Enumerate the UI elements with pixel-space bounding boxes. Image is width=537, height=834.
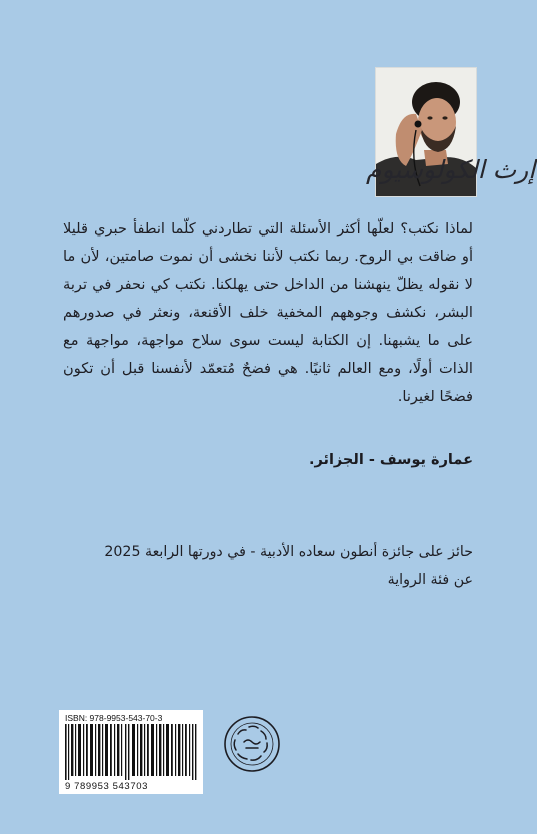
isbn-label: ISBN: 978-9953-543-70-3 — [65, 713, 163, 723]
award-line: حائز على جائزة أنطون سعاده الأدبية - في دورتها الرابعة 2025 — [104, 544, 473, 560]
barcode-digits: 9 789953 543703 — [65, 781, 148, 792]
book-title-text: إرث الكولوسيوم — [366, 155, 536, 184]
publisher-seal-icon — [222, 714, 282, 774]
barcode-bars — [65, 724, 197, 780]
isbn-barcode — [59, 710, 203, 794]
description-paragraph: لماذا نكتب؟ لعلّها أكثر الأسئلة التي تطاردني كلّما انطفأ حبري قليلا أو ضاقت بي الروح. ربما نكتب لأننا نخشى أن نموت صامتين، لأن ما لا نقوله يظلّ ينهشنا من الداخل حتى يهلكنا. نكتب كي نحفر في تربة البشر، نكشف وجوههم المخفية خلف الأقنعة، ونعثر في صدورهم على ما يشبهنا. إن الكتابة ليست سوى سلاح مواجهة، مواجهة مع الذات أولًا، ومع العالم ثانيًا. هي فضحٌ مُتعمّد لأنفسنا قبل أن تكون فضحًا لغيرنا. — [63, 220, 473, 405]
award-line: عن فئة الرواية — [387, 572, 473, 588]
award-note — [63, 538, 473, 594]
author-signature: عمارة يوسف - الجزائر. — [308, 452, 473, 468]
book-title — [178, 140, 536, 198]
